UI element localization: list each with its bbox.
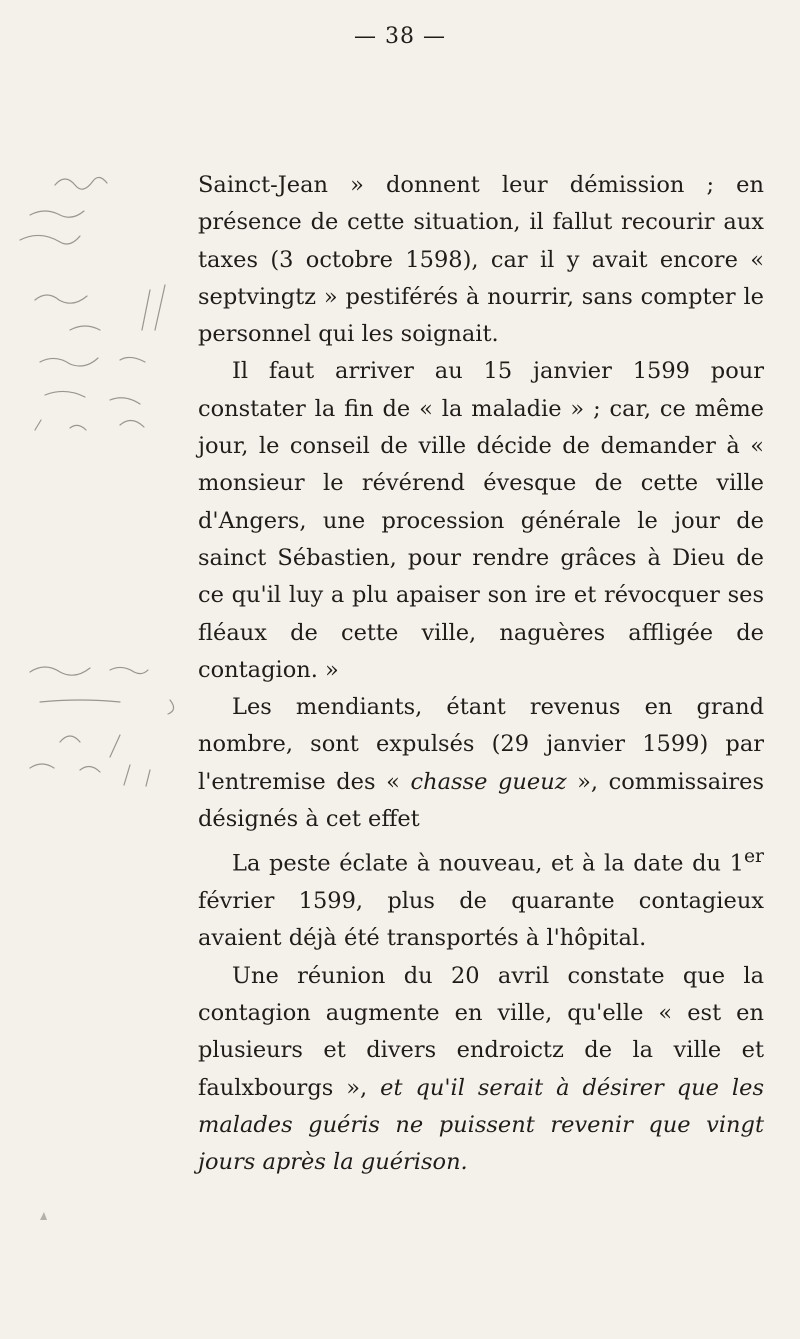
paragraph-5-start: Une réunion du 20 avril constate que la contagion augmente en ville, qu'elle « est en plusieurs et divers endroictz de la ville et faulxbourgs », <box>198 962 764 1101</box>
paragraph-3-end: », commissaires désignés à cet effet <box>198 768 764 833</box>
margin-mark <box>40 1212 47 1220</box>
margin-scribble <box>20 177 107 244</box>
paragraph-2: Il faut arriver au 15 janvier 1599 pour constater la fin de « la maladie » ; car, ce même jour, le conseil de ville décide de demander à « monsieur le révérend évesque de cette ville d'Angers, une procession générale le jour de sainct Sébastien, pour rendre grâces à Dieu de ce qu'il luy a plu apaiser son ire et révocquer ses fléaux de cette ville, naguères affligée de contagion. » <box>198 358 764 683</box>
handwritten-margin-notes <box>0 0 190 1339</box>
margin-scribble <box>35 285 165 366</box>
margin-scribble <box>30 667 174 714</box>
paragraph-3 <box>198 689 764 838</box>
margin-scribble <box>30 735 150 786</box>
paragraph-3-start: Les mendiants, étant revenus en grand nombre, sont expulsés (29 janvier 1599) par l'entremise des « <box>198 694 764 795</box>
paragraph-4-end: février 1599, plus de quarante contagieux avaient déjà été transportés à l'hôpital. <box>198 888 764 952</box>
margin-scribble <box>35 391 144 430</box>
paragraph-4-start: La peste éclate à nouveau, et à la date du 1 <box>232 850 744 877</box>
paragraph-3-italic: chasse gueuz <box>410 768 567 795</box>
paragraph-5 <box>198 958 764 1182</box>
page-number: — 38 — <box>354 24 446 49</box>
paragraph-4-sup: er <box>743 846 764 868</box>
paragraph-1: Sainct-Jean » donnent leur démission ; en présence de cette situation, il fallut recourir aux taxes (3 octobre 1598), car il y avait encore « septvingtz » pestiférés à nourrir, sans compter le personnel qui les soignait. <box>198 172 764 348</box>
paragraph-4 <box>198 838 764 957</box>
paragraph-5-italic: et qu'il serait à désirer que les malades guéris ne puissent revenir que vingt jours après la guérison. <box>198 1074 764 1176</box>
body-text <box>198 167 764 1182</box>
